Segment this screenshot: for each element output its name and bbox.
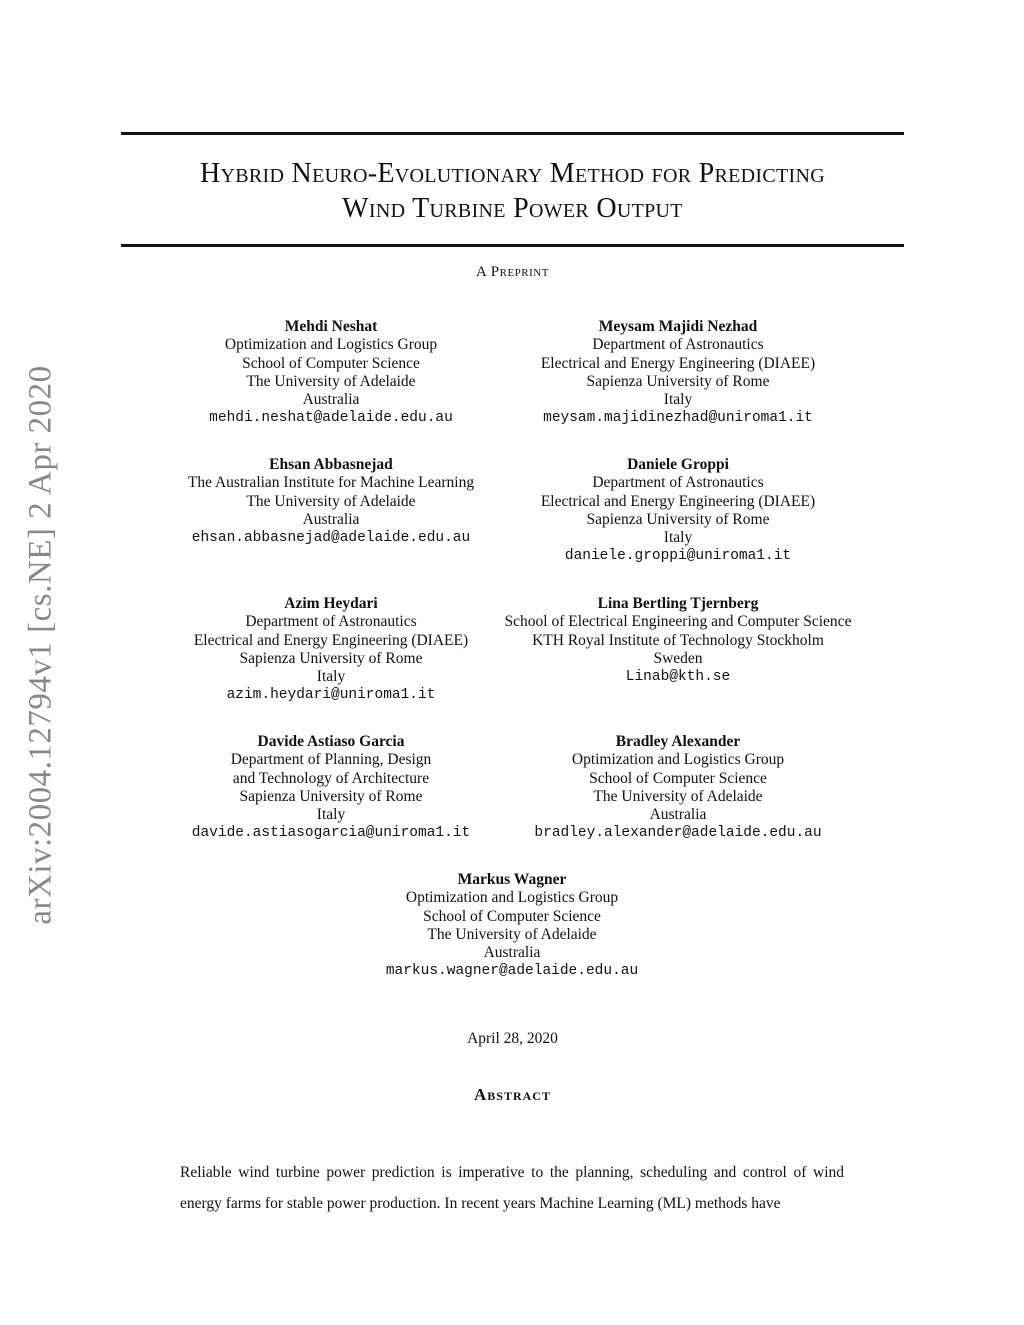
author-affiliation-line: Australia — [302, 510, 360, 528]
author-email[interactable]: mehdi.neshat@adelaide.edu.au — [209, 410, 453, 427]
author-affiliation-line: School of Electrical Engineering and Computer Science — [504, 613, 852, 631]
abstract-heading: Abstract — [474, 1085, 551, 1104]
author-affiliation-line: Optimization and Logistics Group — [405, 889, 619, 907]
author-affiliation-line: The University of Adelaide — [246, 492, 416, 510]
author-affiliation-line: Department of Planning, Design — [230, 751, 432, 769]
author-affiliation-line: School of Computer Science — [589, 769, 767, 787]
paper-title — [121, 156, 904, 226]
author-affiliation-line: The University of Adelaide — [427, 925, 597, 943]
author-affiliation-line: Australia — [302, 391, 360, 409]
author-affiliation-line: Italy — [663, 391, 693, 409]
title-line-1: Hybrid Neuro-Evolutionary Method for Predicting — [200, 158, 825, 189]
title-bottom-rule — [121, 244, 904, 247]
arxiv-identifier: arXiv:2004.12794v1 [cs.NE] 2 Apr 2020 — [22, 365, 59, 925]
author-affiliation-line: Sapienza University of Rome — [586, 372, 770, 390]
author-affiliation-line: Italy — [316, 806, 346, 824]
author-affiliation-line: Sweden — [653, 649, 703, 667]
author-email[interactable]: markus.wagner@adelaide.edu.au — [385, 963, 639, 980]
author-name: Meysam Majidi Nezhad — [598, 318, 758, 335]
author-block — [468, 318, 888, 428]
author-affiliation-line: The University of Adelaide — [246, 372, 416, 390]
author-email[interactable]: daniele.groppi@uniroma1.it — [564, 548, 792, 565]
author-email[interactable]: ehsan.abbasnejad@adelaide.edu.au — [191, 530, 471, 547]
author-affiliation-line: The University of Adelaide — [593, 787, 763, 805]
author-name: Markus Wagner — [457, 871, 567, 888]
author-affiliation-line: The Australian Institute for Machine Learning — [187, 474, 475, 492]
author-email[interactable]: meysam.majidinezhad@uniroma1.it — [543, 410, 813, 427]
author-name: Mehdi Neshat — [284, 318, 378, 335]
author-affiliation-line: School of Computer Science — [423, 907, 601, 925]
author-name: Azim Heydari — [284, 595, 378, 612]
author-affiliation-line: Australia — [483, 944, 541, 962]
author-affiliation-line: Italy — [316, 668, 346, 686]
author-block — [468, 595, 888, 686]
author-affiliation-line: KTH Royal Institute of Technology Stockholm — [532, 631, 824, 649]
author-name: Lina Bertling Tjernberg — [597, 595, 759, 612]
author-block — [302, 871, 722, 981]
author-name: Davide Astiaso Garcia — [257, 733, 405, 750]
author-name: Bradley Alexander — [615, 733, 741, 750]
author-affiliation-line: Australia — [649, 806, 707, 824]
author-affiliation-line: Italy — [663, 529, 693, 547]
author-affiliation-line: and Technology of Architecture — [232, 769, 430, 787]
author-email[interactable]: bradley.alexander@adelaide.edu.au — [534, 825, 822, 842]
author-affiliation-line: Optimization and Logistics Group — [571, 751, 785, 769]
author-affiliation-line: Sapienza University of Rome — [239, 649, 423, 667]
author-affiliation-line: Electrical and Energy Engineering (DIAEE) — [540, 354, 816, 372]
author-block — [468, 456, 888, 566]
author-email[interactable]: azim.heydari@uniroma1.it — [226, 687, 436, 704]
author-affiliation-line: Department of Astronautics — [592, 474, 764, 492]
author-affiliation-line: Department of Astronautics — [592, 336, 764, 354]
author-affiliation-line: School of Computer Science — [242, 354, 420, 372]
author-affiliation-line: Sapienza University of Rome — [239, 787, 423, 805]
title-line-2: Wind Turbine Power Output — [342, 193, 683, 224]
title-top-rule — [121, 132, 904, 135]
preprint-label: A Preprint — [476, 264, 549, 280]
author-affiliation-line: Department of Astronautics — [245, 613, 417, 631]
author-affiliation-line: Electrical and Energy Engineering (DIAEE) — [193, 631, 469, 649]
author-affiliation-line: Sapienza University of Rome — [586, 510, 770, 528]
author-name: Daniele Groppi — [627, 456, 729, 473]
abstract-text: Reliable wind turbine power prediction is imperative to the planning, scheduling and control of wind energy farms for stable power production. In recent years Machine Learning (ML) methods have — [180, 1164, 844, 1212]
author-name: Ehsan Abbasnejad — [269, 456, 393, 473]
publication-date: April 28, 2020 — [467, 1030, 558, 1047]
author-email[interactable]: Linab@kth.se — [625, 669, 731, 686]
author-affiliation-line: Optimization and Logistics Group — [224, 336, 438, 354]
author-email[interactable]: davide.astiasogarcia@uniroma1.it — [191, 825, 471, 842]
author-affiliation-line: Electrical and Energy Engineering (DIAEE) — [540, 492, 816, 510]
author-block — [468, 733, 888, 843]
